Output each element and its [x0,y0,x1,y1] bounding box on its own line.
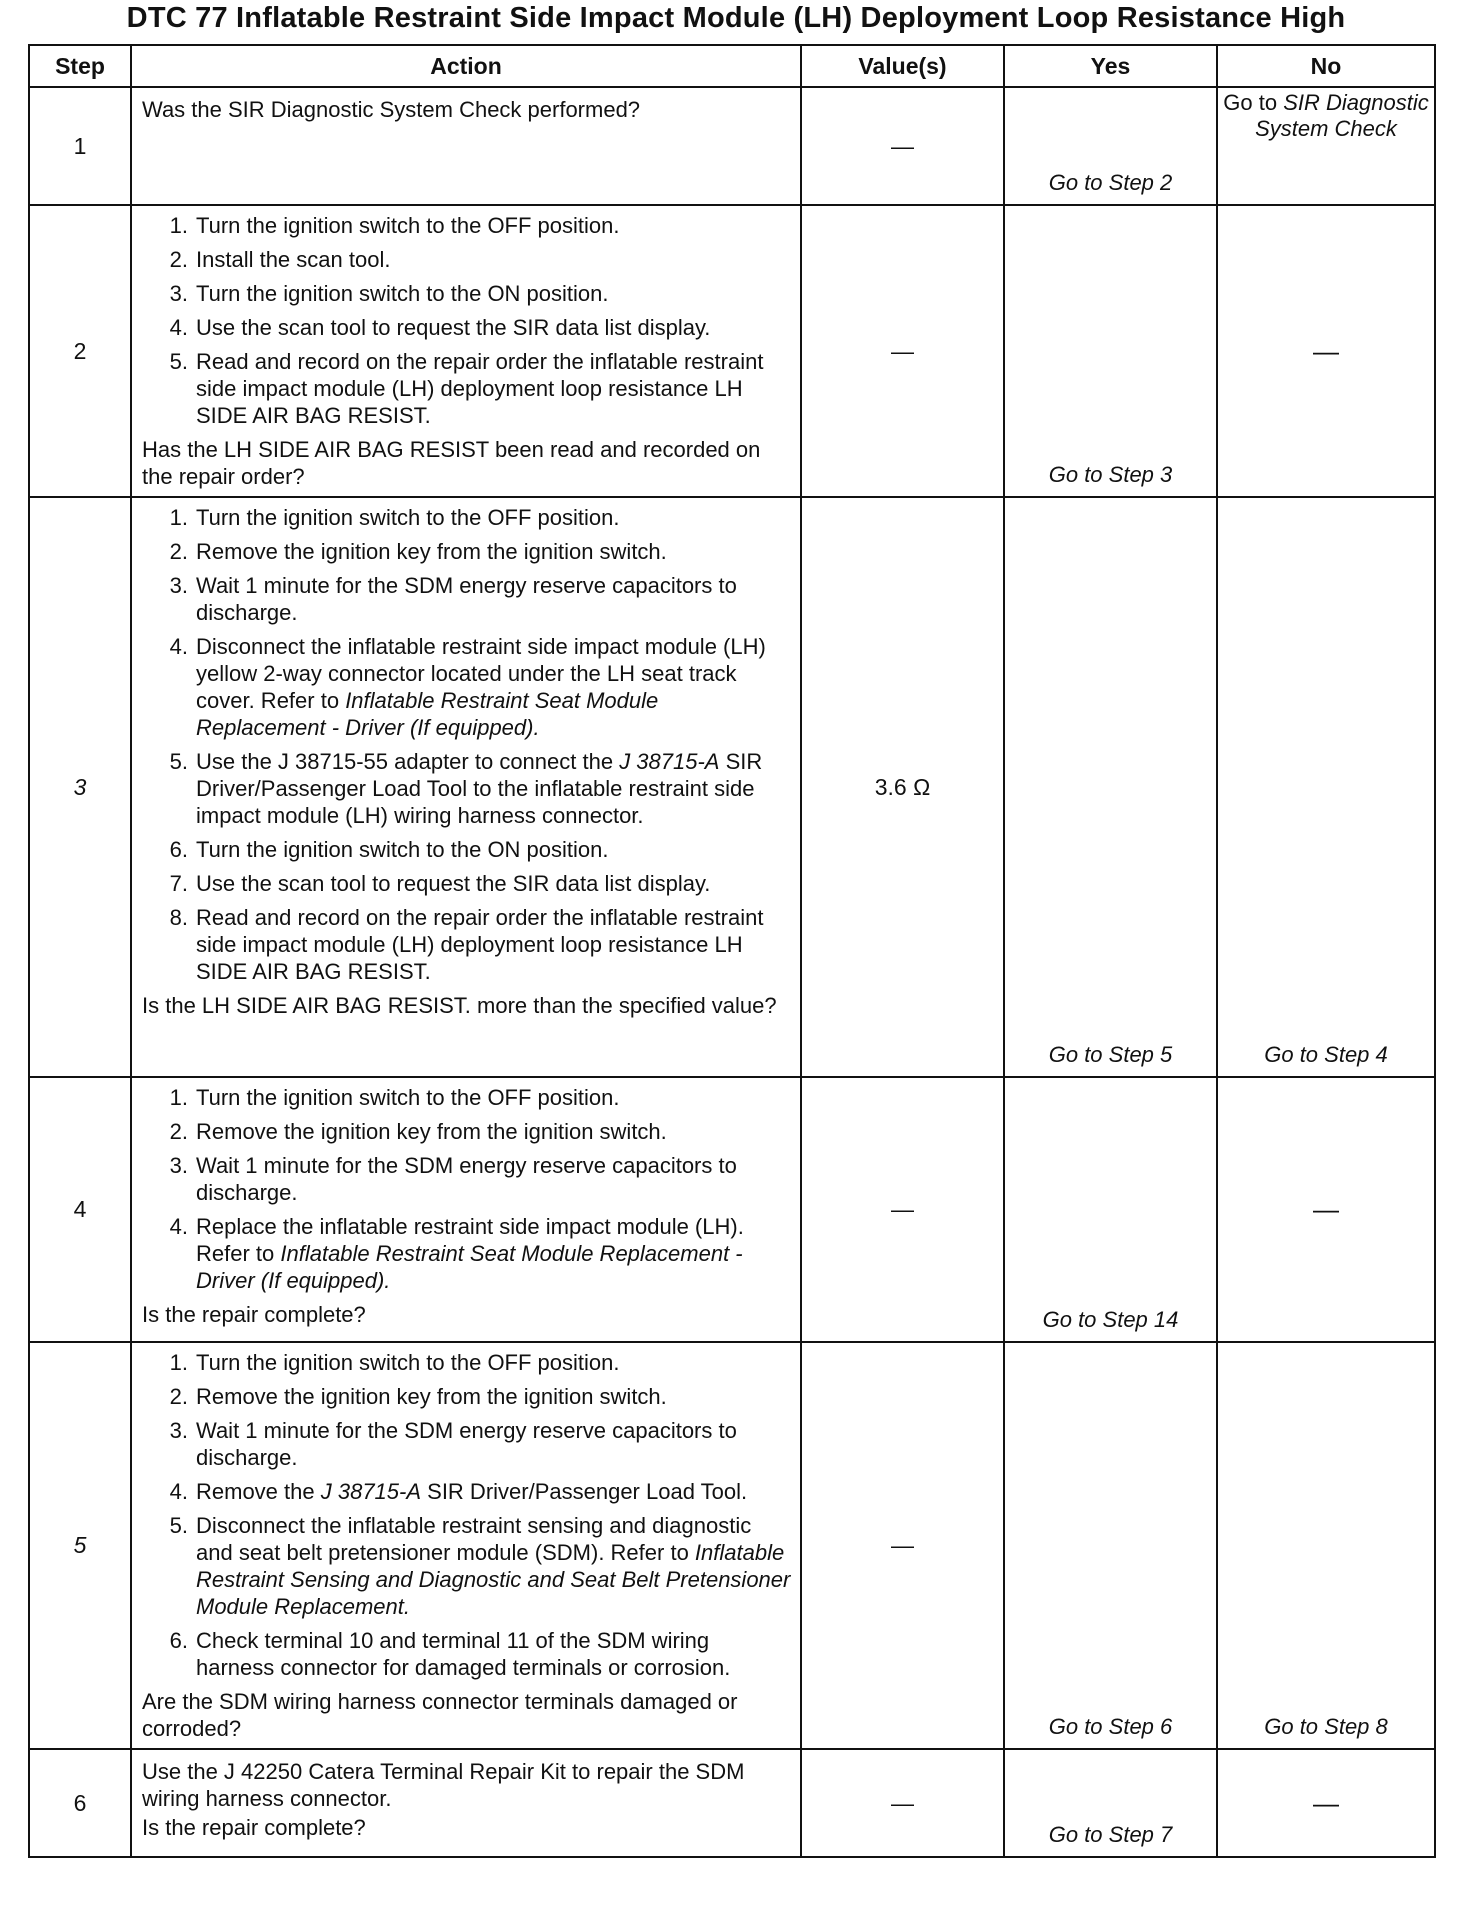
list-item: 2. Remove the ignition key from the ignition switch. [169,1384,667,1409]
list-item: 2. Install the scan tool. [169,247,391,272]
table-row [29,87,1435,205]
step-number: 3 [29,497,131,1077]
no-cell: Go to Step 8 [1217,1342,1435,1749]
list-item: 6. Check terminal 10 and terminal 11 of the SDM wiring harness connector for damaged terminals or corrosion. [169,1628,731,1680]
page-title: DTC 77 Inflatable Restraint Side Impact Module (LH) Deployment Loop Resistance High [126,2,1346,34]
list-item: 1. Turn the ignition switch to the OFF position. [169,1350,620,1375]
action-cell [131,87,801,205]
action-steps [142,212,792,429]
action-cell [131,205,801,497]
yes-cell: Go to Step 3 [1004,205,1217,497]
header-no: No [1217,45,1435,87]
list-item: 3. Wait 1 minute for the SDM energy reserve capacitors to discharge. [169,1418,737,1470]
value-cell: — [801,1077,1004,1342]
step-number: 6 [29,1749,131,1857]
no-cell: — [1217,1077,1435,1342]
value-cell: 3.6 Ω [801,497,1004,1077]
no-cell [1217,87,1435,205]
step-number: 2 [29,205,131,497]
list-item: 7. Use the scan tool to request the SIR data list display. [169,871,711,896]
table-row [29,497,1435,1077]
list-item: 4. Remove the J 38715-A SIR Driver/Passenger Load Tool. [169,1479,748,1504]
list-item: 5. Read and record on the repair order the inflatable restraint side impact module (LH) deployment loop resistance LH SIDE AIR BAG RESIST. [169,349,764,428]
action-steps [142,1084,792,1294]
action-question: Is the repair complete? [142,1302,366,1327]
list-item: 5. Disconnect the inflatable restraint sensing and diagnostic and seat belt pretensioner module (SDM). Refer to Inflatable Restraint Sensing and Diagnostic and Seat Belt Pretensioner Module Replacement. [169,1513,791,1619]
yes-cell: Go to Step 6 [1004,1342,1217,1749]
table-row [29,1749,1435,1857]
action-text: Use the J 42250 Catera Terminal Repair Kit to repair the SDM wiring harness connector. [142,1759,745,1811]
value-cell: — [801,1749,1004,1857]
action-cell [131,497,801,1077]
list-item: 1. Turn the ignition switch to the OFF position. [169,505,620,530]
value-cell: — [801,205,1004,497]
step-number: 5 [29,1342,131,1749]
yes-cell: Go to Step 2 [1004,87,1217,205]
list-item: 5. Use the J 38715-55 adapter to connect the J 38715-A SIR Driver/Passenger Load Tool to the inflatable restraint side impact module (LH) wiring harness connector. [169,749,763,828]
list-item: 4. Use the scan tool to request the SIR data list display. [169,315,711,340]
action-cell [131,1342,801,1749]
step-number: 1 [29,87,131,205]
yes-cell: Go to Step 7 [1004,1749,1217,1857]
list-item: 3. Turn the ignition switch to the ON position. [169,281,609,306]
action-question: Are the SDM wiring harness connector terminals damaged or corroded? [142,1689,738,1741]
table-row [29,1077,1435,1342]
list-item: 3. Wait 1 minute for the SDM energy reserve capacitors to discharge. [169,1153,737,1205]
list-item: 2. Remove the ignition key from the ignition switch. [169,539,667,564]
list-item: 2. Remove the ignition key from the ignition switch. [169,1119,667,1144]
yes-cell: Go to Step 14 [1004,1077,1217,1342]
table-header-row [29,45,1435,87]
list-item: 6. Turn the ignition switch to the ON position. [169,837,609,862]
header-values: Value(s) [801,45,1004,87]
table-row [29,1342,1435,1749]
yes-cell: Go to Step 5 [1004,497,1217,1077]
list-item: 3. Wait 1 minute for the SDM energy reserve capacitors to discharge. [169,573,737,625]
header-action: Action [131,45,801,87]
action-cell [131,1749,801,1857]
action-steps [142,1349,792,1681]
header-step: Step [29,45,131,87]
action-cell [131,1077,801,1342]
action-steps [142,504,792,985]
header-yes: Yes [1004,45,1217,87]
value-cell: — [801,1342,1004,1749]
list-item: 1. Turn the ignition switch to the OFF position. [169,1085,620,1110]
diagnostic-table [28,44,1436,1858]
list-item: 4. Disconnect the inflatable restraint side impact module (LH) yellow 2-way connector located under the LH seat track cover. Refer to Inflatable Restraint Seat Module Replacement - Driver (If equipped). [169,634,766,740]
value-cell: — [801,87,1004,205]
list-item: 1. Turn the ignition switch to the OFF position. [169,213,620,238]
action-question: Is the LH SIDE AIR BAG RESIST. more than the specified value? [142,993,777,1018]
no-prefix: Go to [1223,90,1284,115]
no-cell: Go to Step 4 [1217,497,1435,1077]
action-question: Is the repair complete? [142,1815,366,1840]
action-question: Was the SIR Diagnostic System Check performed? [142,97,641,122]
no-cell: — [1217,205,1435,497]
table-row [29,205,1435,497]
no-cell: — [1217,1749,1435,1857]
step-number: 4 [29,1077,131,1342]
list-item: 8. Read and record on the repair order the inflatable restraint side impact module (LH) deployment loop resistance LH SIDE AIR BAG RESIST. [169,905,764,984]
no-reference: SIR Diagnostic System Check [1255,90,1429,141]
action-question: Has the LH SIDE AIR BAG RESIST been read and recorded on the repair order? [142,437,761,489]
list-item: 4. Replace the inflatable restraint side impact module (LH). Refer to Inflatable Restraint Seat Module Replacement - Driver (If equipped). [169,1214,744,1293]
